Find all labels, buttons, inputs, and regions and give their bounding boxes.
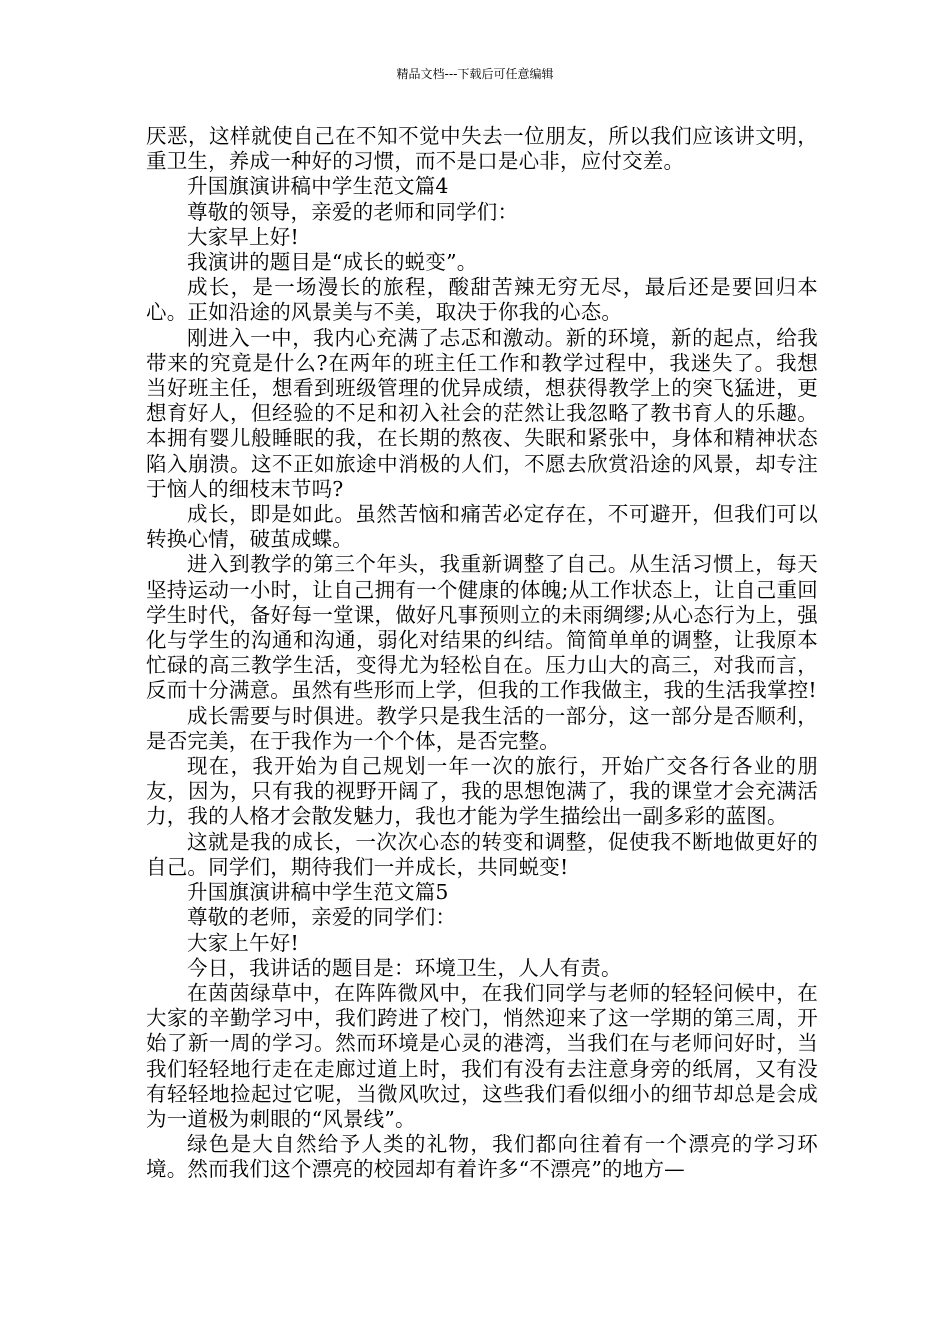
paragraph: 现在，我开始为自己规划一年一次的旅行，开始广交各行各业的朋友，因为，只有我的视野开阔了，我的思想饱满了，我的课堂才会充满活力，我的人格才会散发魅力，我也才能为学生描绘出一副多彩的蓝图。	[146, 754, 818, 829]
paragraph: 成长需要与时俱进。教学只是我生活的一部分，这一部分是否顺利，是否完美，在于我作为一个个体，是否完整。	[146, 703, 818, 753]
paragraph: 我演讲的题目是“成长的蜕变”。	[187, 250, 478, 275]
paragraph: 成长，即是如此。虽然苦恼和痛苦必定存在，不可避开，但我们可以转换心情，破茧成蝶。	[146, 502, 818, 552]
greeting: 大家早上好!	[187, 224, 299, 249]
paragraph: 厌恶，这样就使自己在不知不觉中失去一位朋友，所以我们应该讲文明，重卫生，养成一种好的习惯，而不是口是心非，应付交差。	[146, 124, 818, 174]
paragraph: 进入到教学的第三个年头，我重新调整了自己。从生活习惯上，每天坚持运动一小时，让自己拥有一个健康的体魄;从工作状态上，让自己重回学生时代，备好每一堂课，做好凡事预则立的未雨绸缪;从心态行为上，强化与学生的沟通和沟通，弱化对结果的纠结。简简单单的调整，让我原本忙碌的高三教学生活，变得尤为轻松自在。压力山大的高三，对我而言，反而十分满意。虽然有些形而上学，但我的工作我做主，我的生活我掌控!	[146, 552, 818, 703]
salutation: 尊敬的领导，亲爱的老师和同学们：	[187, 199, 519, 224]
greeting: 大家上午好!	[187, 930, 299, 955]
paragraph: 刚进入一中，我内心充满了忐忑和激动。新的环境，新的起点，给我带来的究竟是什么?在两年的班主任工作和教学过程中，我迷失了。我想当好班主任，想看到班级管理的优异成绩，想获得教学上的突飞猛进，更想育好人，但经验的不足和初入社会的茫然让我忽略了教书育人的乐趣。本拥有婴儿般睡眠的我，在长期的熬夜、失眠和紧张中，身体和精神状态陷入崩溃。这不正如旅途中消极的人们，不愿去欣赏沿途的风景，却专注于恼人的细枝末节吗?	[146, 325, 818, 501]
paragraph: 今日，我讲话的题目是：环境卫生，人人有责。	[187, 955, 622, 980]
page-header: 精品文档---下载后可任意编辑	[396, 67, 554, 81]
paragraph: 这就是我的成长，一次次心态的转变和调整，促使我不断地做更好的自己。同学们，期待我们一并成长，共同蜕变!	[146, 829, 818, 879]
document-body	[146, 124, 818, 1183]
paragraph: 绿色是大自然给予人类的礼物，我们都向往着有一个漂亮的学习环境。然而我们这个漂亮的校园却有着许多“不漂亮”的地方—	[146, 1132, 818, 1182]
paragraph: 在茵茵绿草中，在阵阵微风中，在我们同学与老师的轻轻问候中，在大家的辛勤学习中，我们跨进了校门，悄然迎来了这一学期的第三周，开始了新一周的学习。然而环境是心灵的港湾，当我们在与老师问好时，当我们轻轻地行走在走廊过道上时，我们有没有去注意身旁的纸屑，又有没有轻轻地捡起过它呢，当微风吹过，这些我们看似细小的细节却总是会成为一道极为刺眼的“风景线”。	[146, 980, 818, 1131]
section-heading: 升国旗演讲稿中学生范文篇5	[187, 880, 449, 905]
salutation: 尊敬的老师，亲爱的同学们：	[187, 905, 457, 930]
paragraph: 成长，是一场漫长的旅程，酸甜苦辣无穷无尽，最后还是要回归本心。正如沿途的风景美与不美，取决于你我的心态。	[146, 275, 818, 325]
section-heading: 升国旗演讲稿中学生范文篇4	[187, 174, 449, 199]
